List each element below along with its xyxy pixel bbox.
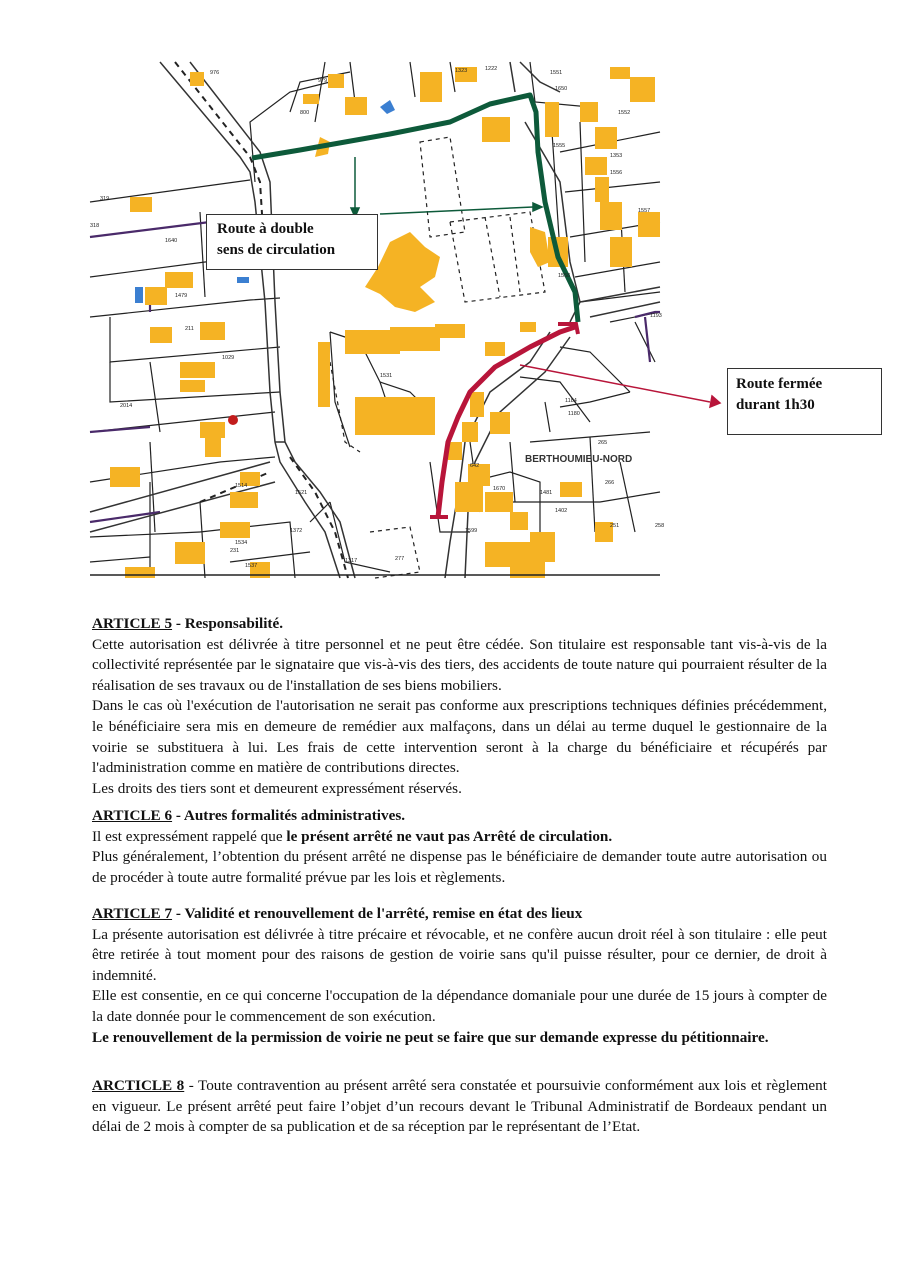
parcel-number: 1317 <box>345 558 358 564</box>
parcel-number: 1184 <box>565 398 577 404</box>
article-5-paragraph-2: Dans le cas où l'exécution de l'autorisation ne serait pas conforme aux prescriptions techniques définies précédemment, le bénéficiaire sera mis en demeure de remédier aux malfaçons, dans un délai au terme duquel le gestionnaire de la voirie se substituera à lui. Les frais de cette intervention seront à la charge du bénéficiaire et récupérés par l'administration comme en matière de contributions directes. <box>92 697 827 777</box>
parcel-number: 1557 <box>638 208 651 214</box>
parcel-number: 1180 <box>568 411 580 417</box>
parcel-number: 976 <box>210 70 220 76</box>
article-8-number: ARCTICLE 8 <box>92 1077 185 1094</box>
parcel-number: 258 <box>655 523 665 529</box>
red-marker-icon <box>228 415 238 425</box>
parcel-number: 1670 <box>493 486 506 492</box>
parcel-number: 1640 <box>165 238 178 244</box>
article-5-number: ARTICLE 5 <box>92 615 173 632</box>
parcel-number: 277 <box>395 556 405 562</box>
parcel-number: 211 <box>185 326 194 332</box>
parcel-number: 1555 <box>553 143 566 149</box>
arrows <box>351 157 542 217</box>
parcel-number: 1323 <box>455 68 468 74</box>
parcel-number: 1481 <box>540 490 553 496</box>
article-5-heading <box>92 614 827 635</box>
parcel-number: 1551 <box>550 70 563 76</box>
double-sens-line-2: sens de circulation <box>217 242 336 258</box>
article-5-paragraph-1: Cette autorisation est délivrée à titre personnel et ne peut être cédée. Son titulaire est responsable tant vis-à-vis de la collectivité représentée par le signataire que vis-à-vis des tiers, des accidents de toute nature qui pourraient résulter de la réalisation de ses travaux ou de l'installation de ses biens mobiliers. <box>92 635 827 694</box>
parcel-number: 1402 <box>555 508 568 514</box>
article-5 <box>92 614 827 799</box>
parcel-number: 1353 <box>610 153 623 159</box>
parcel-number: 319 <box>100 196 110 202</box>
parcel-number: 1372 <box>290 528 303 534</box>
article-6-paragraph-2: Plus généralement, l’obtention du présent arrêté ne dispense pas le bénéficiaire de demander toute autre autorisation ou de procéder à toute autre formalité prévue par les lois et règlements. <box>92 848 827 886</box>
parcel-number: 318 <box>90 223 100 229</box>
parcel-number: 642 <box>470 463 480 469</box>
parcel-number: 231 <box>230 548 240 554</box>
roads <box>90 62 660 578</box>
article-6-title: - Autres formalités administratives. <box>172 807 406 824</box>
parcel-number: 266 <box>605 480 615 486</box>
article-6 <box>92 806 827 888</box>
parcel-number: 1514 <box>235 483 248 489</box>
parcel-number: 1193 <box>650 313 662 319</box>
parcel-number: 1537 <box>245 563 258 569</box>
article-6-p1-bold: le présent arrêté ne vaut pas Arrêté de circulation. <box>286 827 613 845</box>
route-fermee-line-1: Route fermée <box>736 376 823 392</box>
place-name-label: BERTHOUMIEU-NORD <box>525 454 633 465</box>
article-5-paragraph-3: Les droits des tiers sont et demeurent expressément réservés. <box>92 779 462 797</box>
parcel-number: 1521 <box>295 490 308 496</box>
parcel-number: 1222 <box>485 66 498 72</box>
article-7-paragraph-1: La présente autorisation est délivrée à titre précaire et révocable, et ne confère aucun droit réel à son titulaire : elle peut être retirée à tout moment pour des raisons de gestion de voirie sans qu'il puisse résulter, pour ce dernier, de droit à indemnité. <box>92 925 827 984</box>
article-6-number: ARTICLE 6 <box>92 807 173 824</box>
parcel-number: 251 <box>610 523 620 529</box>
parcel-number: 265 <box>598 440 608 446</box>
parcel-number: 1534 <box>235 540 248 546</box>
parcel-number: 1479 <box>175 293 188 299</box>
article-8-text: - Toute contravention au présent arrêté sera constatée et poursuivie conformément aux lois et règlement en vigueur. Le présent arrêté peut faire l’objet d’un recours devant le Tribunal Administratif de Bordeaux pendant un délai de 2 mois à compter de sa publication et de sa réception par le représentant de l’Etat. <box>92 1077 827 1136</box>
cadastral-map <box>90 62 665 578</box>
red-arrow <box>520 365 720 407</box>
parcel-number: 1029 <box>222 355 235 361</box>
parcel-number: 1599 <box>465 528 478 534</box>
article-8-paragraph <box>92 1076 827 1138</box>
article-7-paragraph-3: Le renouvellement de la permission de voirie ne peut se faire que sur demande expresse du pétitionnaire. <box>92 1028 769 1046</box>
article-7-heading <box>92 904 827 925</box>
parcel-number: 979 <box>318 78 328 84</box>
parcel-number: 800 <box>300 110 310 116</box>
article-6-p1-normal: Il est expressément rappelé que <box>92 827 287 845</box>
double-sens-label <box>206 214 378 270</box>
article-5-title: - Responsabilité. <box>172 615 284 632</box>
parcel-number: 1558 <box>558 273 571 279</box>
double-sens-line-1: Route à double <box>217 221 314 237</box>
parcel-number: 1552 <box>618 110 631 116</box>
article-6-heading <box>92 806 827 827</box>
parcel-number: 1531 <box>380 373 393 379</box>
route-fermee-line-2: durant 1h30 <box>736 397 815 413</box>
route-fermee-label <box>727 368 882 435</box>
article-8 <box>92 1076 827 1138</box>
parcel-number: 1650 <box>555 86 568 92</box>
article-7 <box>92 904 827 1048</box>
article-7-title: - Validité et renouvellement de l'arrêté, remise en état des lieux <box>172 905 583 922</box>
article-7-paragraph-2: Elle est consentie, en ce qui concerne l'occupation de la dépendance domaniale pour une durée de 15 jours à compter de la date donnée pour le commencement de son exécution. <box>92 987 827 1025</box>
article-7-number: ARTICLE 7 <box>92 905 173 922</box>
parcel-lines <box>90 62 660 578</box>
parcel-number: 2014 <box>120 403 133 409</box>
article-6-paragraph-1 <box>92 827 827 848</box>
parcel-number: 1556 <box>610 170 623 176</box>
